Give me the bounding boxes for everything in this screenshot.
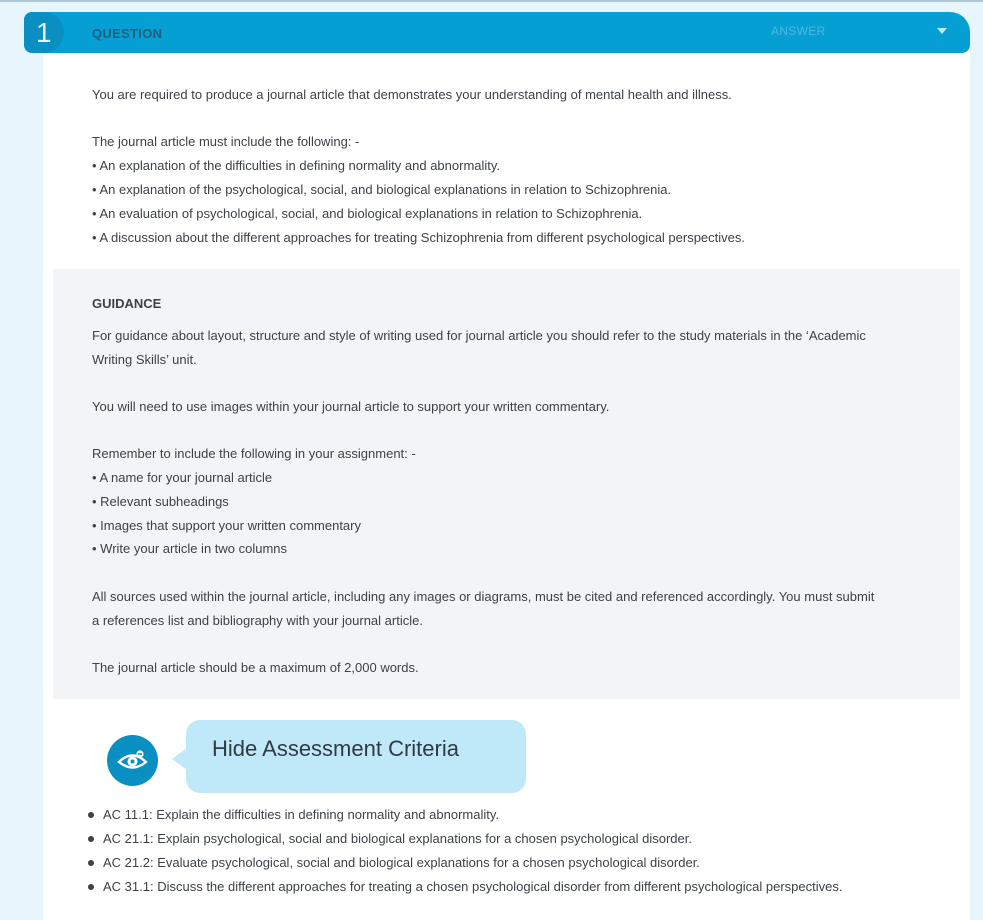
guidance-remember-item: • Relevant subheadings: [92, 494, 229, 509]
question-item: • A discussion about the different approaches for treating Schizophrenia from different psychological perspectives.: [92, 230, 746, 245]
guidance-images-note: You will need to use images within your journal article to support your written commentary.: [92, 399, 610, 414]
guidance-remember-heading: Remember to include the following in your assignment: -: [92, 446, 416, 461]
question-intro: You are required to produce a journal article that demonstrates your understanding of mental health and illness.: [92, 87, 732, 102]
question-header[interactable]: [24, 12, 970, 53]
answer-tab[interactable]: ANSWER: [771, 24, 826, 38]
guidance-layout-line: For guidance about layout, structure and style of writing used for journal article you should refer to the study materials in the ‘Academic: [92, 328, 866, 343]
question-item: • An explanation of the difficulties in defining normality and abnormality.: [92, 158, 501, 173]
question-item: • An explanation of the psychological, social, and biological explanations in relation to Schizophrenia.: [92, 182, 672, 197]
eye-icon: [107, 735, 158, 786]
toggle-bubble-tail: [172, 748, 187, 770]
question-item: • An evaluation of psychological, social, and biological explanations in relation to Schizophrenia.: [92, 206, 643, 221]
question-include-heading: The journal article must include the following: -: [92, 134, 360, 149]
guidance-layout-line: Writing Skills’ unit.: [92, 352, 197, 367]
criteria-item: AC 11.1: Explain the difficulties in defining normality and abnormality.: [88, 803, 842, 827]
criteria-item: AC 21.2: Evaluate psychological, social and biological explanations for a chosen psychological disorder.: [88, 851, 842, 875]
guidance-sources-line: a references list and bibliography with your journal article.: [92, 613, 423, 628]
hide-assessment-criteria-label[interactable]: Hide Assessment Criteria: [212, 736, 459, 761]
guidance-title: GUIDANCE: [92, 296, 162, 311]
assessment-criteria-list: [88, 803, 842, 899]
guidance-remember-item: • A name for your journal article: [92, 470, 273, 485]
top-divider: [0, 0, 983, 2]
guidance-remember-item: • Write your article in two columns: [92, 541, 288, 556]
criteria-item: AC 31.1: Discuss the different approaches for treating a chosen psychological disorder from different psychological perspectives.: [88, 875, 842, 899]
guidance-word-limit: The journal article should be a maximum of 2,000 words.: [92, 660, 419, 675]
guidance-sources-line: All sources used within the journal article, including any images or diagrams, must be cited and referenced accordingly. You must submit: [92, 589, 875, 604]
question-title: QUESTION: [92, 26, 163, 41]
criteria-item: AC 21.1: Explain psychological, social and biological explanations for a chosen psychological disorder.: [88, 827, 842, 851]
question-number: 1: [24, 12, 64, 53]
assessment-toggle-icon-button[interactable]: [107, 735, 158, 786]
chevron-down-icon[interactable]: [937, 28, 947, 34]
guidance-remember-item: • Images that support your written commentary: [92, 518, 361, 533]
